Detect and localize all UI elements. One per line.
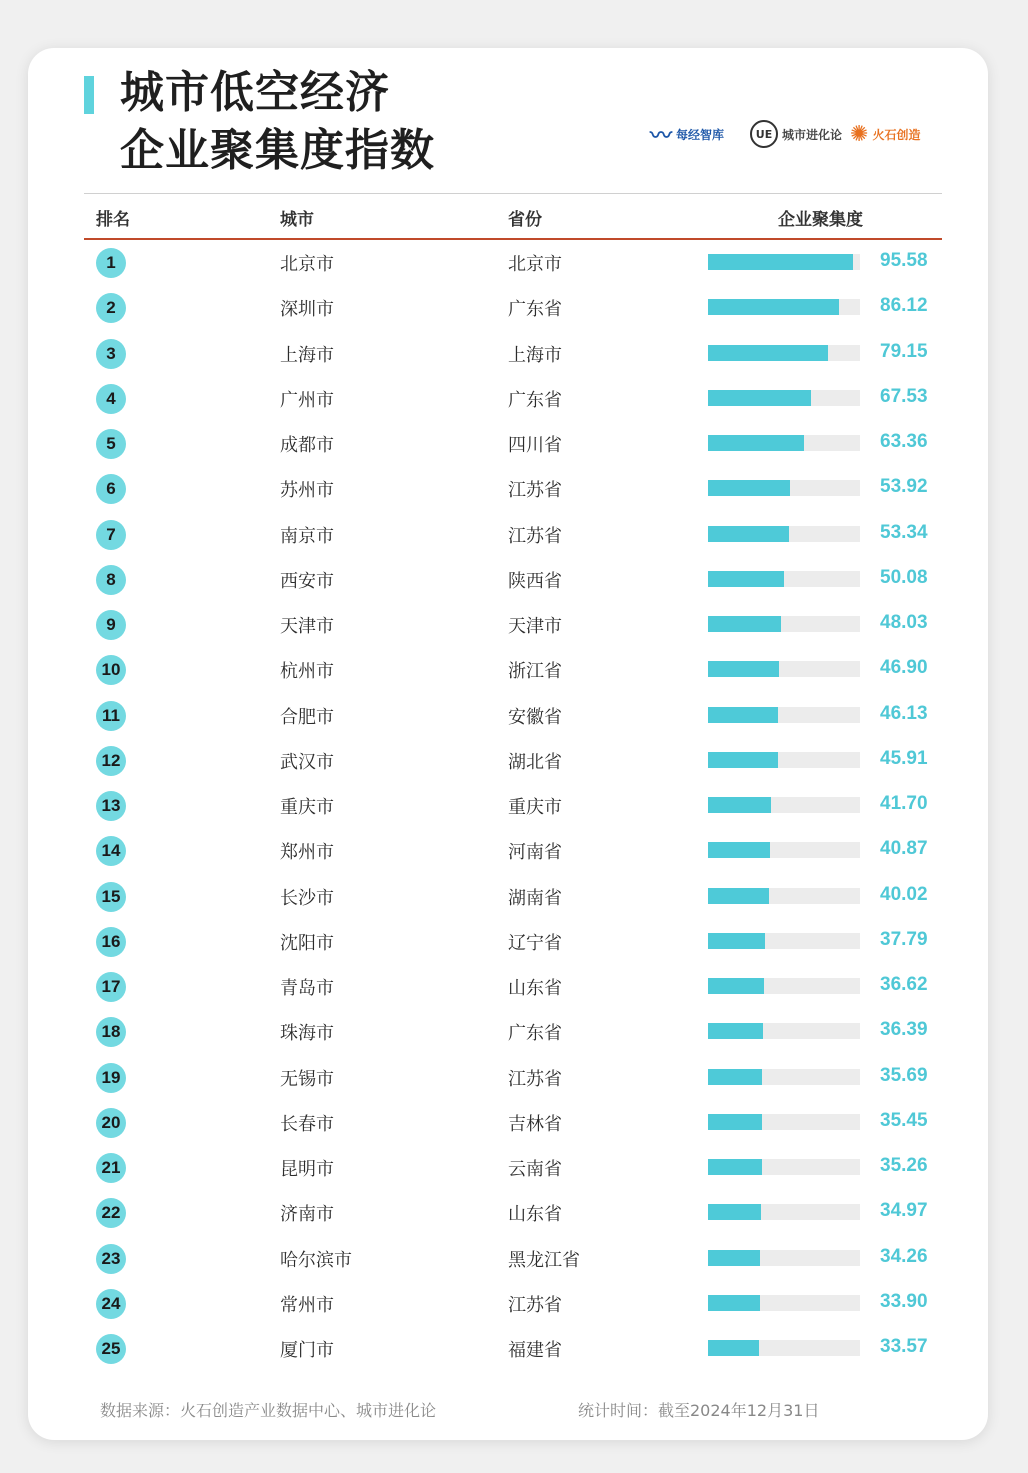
bar-track: [708, 933, 860, 949]
bar: [708, 707, 778, 723]
city-label: 广州市: [280, 389, 334, 411]
bar-track: [708, 842, 860, 858]
province-label: 陕西省: [508, 570, 562, 592]
bar: [708, 797, 771, 813]
bar-track: [708, 1069, 860, 1085]
city-label: 苏州市: [280, 480, 334, 502]
city-label: 无锡市: [280, 1068, 334, 1090]
bar: [708, 933, 765, 949]
province-label: 广东省: [508, 1023, 562, 1045]
data-source-note: 数据来源：火石创造产业数据中心、城市进化论: [100, 1401, 437, 1420]
province-label: 云南省: [508, 1159, 562, 1180]
bar: [708, 1114, 762, 1130]
partner-logos: [650, 112, 950, 156]
bar: [708, 299, 839, 315]
province-label: 江苏省: [508, 480, 562, 502]
bar: [708, 1159, 762, 1175]
bar-track: [708, 888, 860, 904]
bar: [708, 390, 811, 406]
province-label: 辽宁省: [508, 932, 562, 954]
value-label: 33.57: [880, 1336, 928, 1357]
city-label: 西安市: [280, 570, 334, 592]
bar: [708, 1250, 760, 1266]
value-label: 36.62: [880, 974, 928, 995]
bar-track: [708, 254, 860, 270]
value-label: 53.92: [880, 476, 928, 498]
city-label: 南京市: [280, 525, 334, 547]
column-header-index: 企业聚集度: [778, 210, 863, 230]
fire-logo-icon: ✺ 火石创造: [850, 121, 921, 147]
province-label: 山东省: [508, 1204, 562, 1226]
bar-track: [708, 1250, 860, 1266]
bar: [708, 435, 804, 451]
value-label: 37.79: [880, 928, 928, 950]
bar-track: [708, 526, 860, 542]
logo-2-text: 城市进化论: [782, 127, 843, 142]
value-label: 79.15: [880, 340, 928, 362]
rank-badge: 14: [96, 836, 126, 866]
city-label: 沈阳市: [280, 932, 334, 954]
bar: [708, 571, 784, 587]
wave-logo-icon: 〰 每经智库: [650, 123, 725, 149]
bar-track: [708, 1114, 860, 1130]
bar-track: [708, 345, 860, 361]
province-label: 浙江省: [508, 661, 562, 683]
rank-badge: 5: [96, 429, 126, 459]
value-label: 95.58: [880, 250, 928, 271]
bar-track: [708, 616, 860, 632]
value-label: 45.91: [880, 747, 928, 769]
bar: [708, 1023, 763, 1039]
statistics-date-note: 统计时间：截至2024年12月31日: [578, 1401, 820, 1420]
value-label: 67.53: [880, 385, 928, 407]
bar: [708, 1340, 759, 1356]
logo-1-text: 每经智库: [676, 127, 725, 142]
province-label: 广东省: [508, 299, 562, 321]
bar: [708, 1204, 761, 1220]
rank-badge: 8: [96, 565, 126, 595]
bar-track: [708, 797, 860, 813]
rank-badge: 13: [96, 791, 126, 821]
value-label: 34.97: [880, 1200, 928, 1222]
province-label: 重庆市: [508, 797, 562, 818]
city-label: 杭州市: [280, 661, 334, 683]
bar: [708, 1295, 760, 1311]
rank-badge: 9: [96, 610, 126, 640]
city-label: 成都市: [280, 435, 334, 456]
bar-track: [708, 435, 860, 451]
bar: [708, 978, 764, 994]
bar-track: [708, 1340, 860, 1356]
title-line-1: 城市低空经济: [120, 67, 390, 118]
city-label: 济南市: [280, 1204, 334, 1226]
rank-badge: 21: [96, 1153, 126, 1183]
bar-track: [708, 1204, 860, 1220]
province-label: 江苏省: [508, 525, 562, 547]
city-label: 哈尔滨市: [280, 1249, 352, 1271]
rank-badge: 2: [96, 293, 126, 323]
value-label: 36.39: [880, 1019, 928, 1041]
bar-track: [708, 1295, 860, 1311]
rank-badge: 11: [96, 701, 126, 731]
bar: [708, 842, 770, 858]
city-label: 青岛市: [280, 978, 334, 999]
province-label: 江苏省: [508, 1068, 562, 1090]
logo-3-text: 火石创造: [872, 127, 921, 142]
value-label: 35.26: [880, 1155, 928, 1176]
province-label: 黑龙江省: [508, 1249, 580, 1271]
bar-track: [708, 480, 860, 496]
value-label: 35.69: [880, 1064, 928, 1086]
rank-badge: 23: [96, 1244, 126, 1274]
value-label: 41.70: [880, 793, 928, 814]
value-label: 63.36: [880, 431, 928, 452]
header-divider: [84, 238, 942, 240]
bar-track: [708, 752, 860, 768]
rank-badge: 24: [96, 1289, 126, 1319]
province-label: 四川省: [508, 435, 562, 456]
bar: [708, 661, 779, 677]
page-title: [120, 64, 435, 180]
rank-badge: 19: [96, 1063, 126, 1093]
province-label: 江苏省: [508, 1294, 562, 1316]
top-divider: [84, 193, 942, 194]
city-label: 郑州市: [280, 842, 334, 864]
province-label: 安徽省: [508, 706, 562, 728]
city-label: 长沙市: [280, 887, 334, 909]
rank-badge: 20: [96, 1108, 126, 1138]
column-header-province: 省份: [508, 210, 542, 230]
bar-track: [708, 661, 860, 677]
title-line-2: 企业聚集度指数: [120, 125, 435, 176]
value-label: 40.87: [880, 838, 928, 860]
rank-badge: 18: [96, 1017, 126, 1047]
province-label: 山东省: [508, 978, 562, 999]
column-header-rank: 排名: [96, 210, 130, 230]
bar: [708, 480, 790, 496]
bar: [708, 345, 828, 361]
ue-logo-icon: UE 城市进化论: [750, 120, 850, 148]
province-label: 北京市: [508, 254, 562, 275]
province-label: 上海市: [508, 344, 562, 366]
value-label: 86.12: [880, 295, 928, 317]
city-label: 武汉市: [280, 751, 334, 773]
province-label: 湖南省: [508, 887, 562, 909]
bar-track: [708, 978, 860, 994]
bar-track: [708, 299, 860, 315]
bar: [708, 254, 853, 270]
value-label: 46.13: [880, 702, 928, 724]
value-label: 46.90: [880, 657, 928, 679]
rank-badge: 6: [96, 474, 126, 504]
value-label: 40.02: [880, 883, 928, 905]
city-label: 昆明市: [280, 1159, 334, 1180]
bar: [708, 752, 778, 768]
bar-track: [708, 1023, 860, 1039]
city-label: 深圳市: [280, 299, 334, 321]
rank-badge: 3: [96, 339, 126, 369]
value-label: 35.45: [880, 1109, 928, 1131]
bar: [708, 526, 789, 542]
column-header-city: 城市: [280, 210, 314, 230]
value-label: 34.26: [880, 1245, 928, 1267]
city-label: 常州市: [280, 1294, 334, 1316]
rank-badge: 4: [96, 384, 126, 414]
title-accent-bar: [84, 76, 94, 114]
rank-badge: 16: [96, 927, 126, 957]
rank-badge: 10: [96, 655, 126, 685]
city-label: 天津市: [280, 616, 334, 637]
rank-badge: 22: [96, 1198, 126, 1228]
province-label: 广东省: [508, 389, 562, 411]
bar-track: [708, 571, 860, 587]
rank-badge: 1: [96, 248, 126, 278]
rank-badge: 12: [96, 746, 126, 776]
value-label: 50.08: [880, 566, 928, 588]
bar: [708, 616, 781, 632]
city-label: 厦门市: [280, 1340, 334, 1361]
province-label: 福建省: [508, 1340, 562, 1361]
value-label: 53.34: [880, 521, 928, 543]
rank-badge: 15: [96, 882, 126, 912]
rank-badge: 17: [96, 972, 126, 1002]
city-label: 珠海市: [280, 1023, 334, 1045]
bar: [708, 1069, 762, 1085]
bar-track: [708, 707, 860, 723]
bar-track: [708, 1159, 860, 1175]
value-label: 33.90: [880, 1290, 928, 1312]
province-label: 吉林省: [508, 1113, 562, 1135]
city-label: 上海市: [280, 344, 334, 366]
province-label: 天津市: [508, 616, 562, 637]
city-label: 北京市: [280, 254, 334, 275]
city-label: 重庆市: [280, 797, 334, 818]
province-label: 湖北省: [508, 751, 562, 773]
table-row: [0, 1336, 1028, 1393]
value-label: 48.03: [880, 612, 928, 633]
city-label: 长春市: [280, 1113, 334, 1135]
rank-badge: 25: [96, 1334, 126, 1364]
city-label: 合肥市: [280, 706, 334, 728]
province-label: 河南省: [508, 842, 562, 864]
bar: [708, 888, 769, 904]
rank-badge: 7: [96, 520, 126, 550]
bar-track: [708, 390, 860, 406]
